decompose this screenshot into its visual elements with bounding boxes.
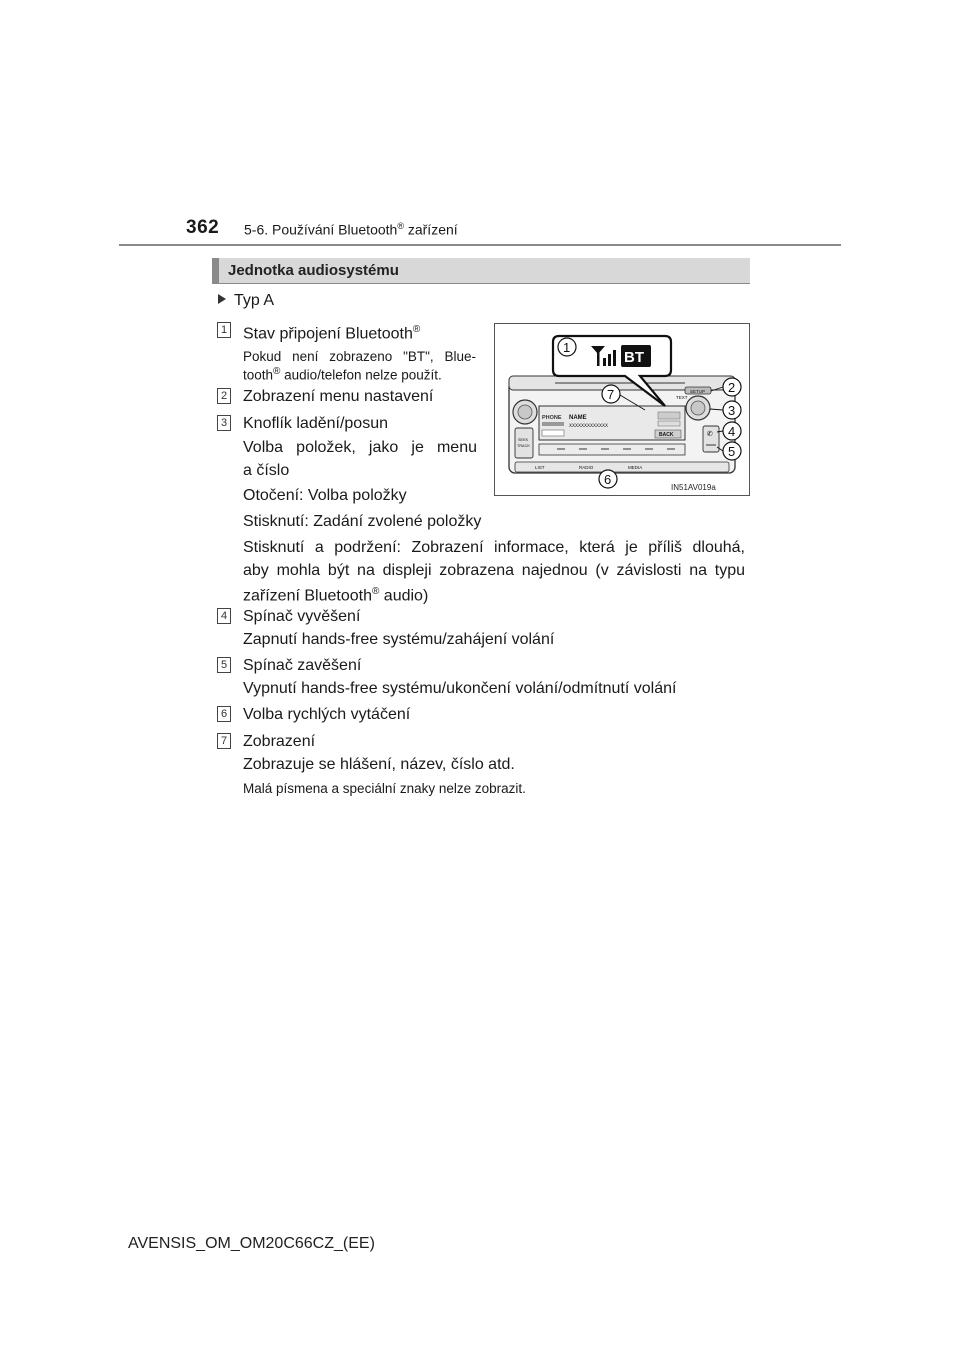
svg-text:3: 3 — [728, 403, 736, 418]
section-title: Jednotka audiosystému — [228, 262, 399, 279]
screen-status-box — [658, 412, 680, 419]
chapter-suffix: zařízení — [403, 221, 458, 238]
bt-badge-label: BT — [624, 349, 644, 366]
item-3-press: Stisknutí: Zadání zvolené položky — [243, 513, 482, 530]
item-3-title: Knoflík ladění/posun — [243, 415, 388, 432]
svg-text:2: 2 — [728, 380, 736, 395]
item-3-hold-line3 — [243, 580, 428, 607]
item-2-title: Zobrazení menu nastavení — [243, 388, 434, 405]
tune-scroll-knob-inner — [691, 401, 705, 415]
item-number-4: 4 — [217, 608, 231, 624]
item-number-5: 5 — [217, 657, 231, 673]
item-number-2: 2 — [217, 388, 231, 404]
item-4-desc: Zapnutí hands-free systému/zahájení volání — [243, 631, 555, 648]
item-3-hold3-a: zařízení Bluetooth — [243, 587, 372, 605]
screen-number: XXXXXXXXXXXXX — [569, 423, 609, 429]
item-1-note-tooth: tooth — [243, 367, 274, 383]
item-4-title: Spínač vyvěšení — [243, 608, 361, 625]
type-label-text: Typ A — [234, 292, 275, 309]
item-number-6: 6 — [217, 706, 231, 722]
figure-code: IN51AV019a — [671, 483, 716, 492]
item-3-turn: Otočení: Volba položky — [243, 487, 407, 504]
callout-6 — [599, 470, 617, 488]
type-label — [218, 292, 274, 310]
svg-text:1: 1 — [563, 340, 571, 355]
item-6-title: Volba rychlých vytáčení — [243, 706, 411, 723]
item-number-3: 3 — [217, 415, 231, 431]
chapter-prefix: 5-6. Používání Bluetooth — [244, 221, 398, 238]
chapter-title — [244, 221, 458, 238]
callout-1 — [558, 338, 576, 356]
item-7-desc: Zobrazuje se hlášení, název, číslo atd. — [243, 756, 515, 773]
screen-back-label: BACK — [659, 432, 674, 438]
arrow-right-icon — [218, 294, 226, 304]
item-3-hold-line2: aby mohla být na displeji zobrazena najednou (v závislosti na typu — [243, 562, 745, 579]
screen-bt-mini — [658, 421, 680, 426]
item-7-note: Malá písmena a speciální znaky nelze zobrazit. — [243, 781, 526, 796]
item-number-7: 7 — [217, 733, 231, 749]
screen-name-label: NAME — [569, 415, 587, 421]
setup-button-label: SETUP — [690, 389, 706, 394]
text-button-label: TEXT — [676, 395, 688, 400]
footer-doc-id: AVENSIS_OM_OM20C66CZ_(EE) — [128, 1235, 375, 1252]
header-divider — [119, 244, 841, 246]
seek-track-button — [515, 428, 533, 458]
bottom-button-row — [515, 462, 729, 472]
track-label: TRACK — [517, 444, 530, 448]
screen-car-icon — [542, 422, 564, 426]
item-1-note-line1: Pokud není zobrazeno "BT", Blue- — [243, 349, 476, 364]
item-1-title-text: Stav připojení Bluetooth — [243, 325, 413, 343]
item-3-desc-line2: a číslo — [243, 462, 290, 479]
svg-text:6: 6 — [604, 472, 612, 487]
media-button-label: MEDIA — [628, 465, 643, 470]
item-3-hold-line1: Stisknutí a podržení: Zobrazení informace, která je příliš dlouhá, — [243, 539, 745, 556]
item-number-1: 1 — [217, 322, 231, 338]
item-7-title: Zobrazení — [243, 733, 316, 750]
list-button-label: LIST — [535, 465, 545, 470]
item-1-title-reg: ® — [412, 324, 421, 335]
item-3-hold3-b: audio) — [379, 587, 429, 605]
svg-text:5: 5 — [728, 444, 736, 459]
screen-left-tab — [542, 430, 564, 436]
radio-button-label: RADIO — [579, 465, 594, 470]
item-1-title — [243, 318, 420, 345]
audio-unit-figure — [494, 323, 750, 496]
seek-label: SEEK — [518, 438, 529, 442]
page-number: 362 — [186, 217, 220, 238]
item-5-desc: Vypnutí hands-free systému/ukončení volání/odmítnutí volání — [243, 680, 677, 697]
svg-text:7: 7 — [607, 387, 615, 402]
volume-knob-inner — [518, 405, 532, 419]
chapter-reg: ® — [397, 221, 404, 231]
item-1-note-rest: audio/telefon nelze použít. — [280, 367, 442, 383]
off-hook-icon: ✆ — [707, 430, 713, 438]
item-3-hold3-reg: ® — [371, 586, 380, 597]
item-1-note-reg: ® — [273, 366, 281, 377]
screen-phone-label: PHONE — [542, 415, 562, 421]
item-3-desc-line1: Volba položek, jako je menu — [243, 439, 477, 456]
item-1-note-line2 — [243, 364, 442, 384]
svg-text:4: 4 — [728, 424, 736, 439]
audio-unit-illustration — [495, 324, 749, 495]
item-5-title: Spínač zavěšení — [243, 657, 362, 674]
